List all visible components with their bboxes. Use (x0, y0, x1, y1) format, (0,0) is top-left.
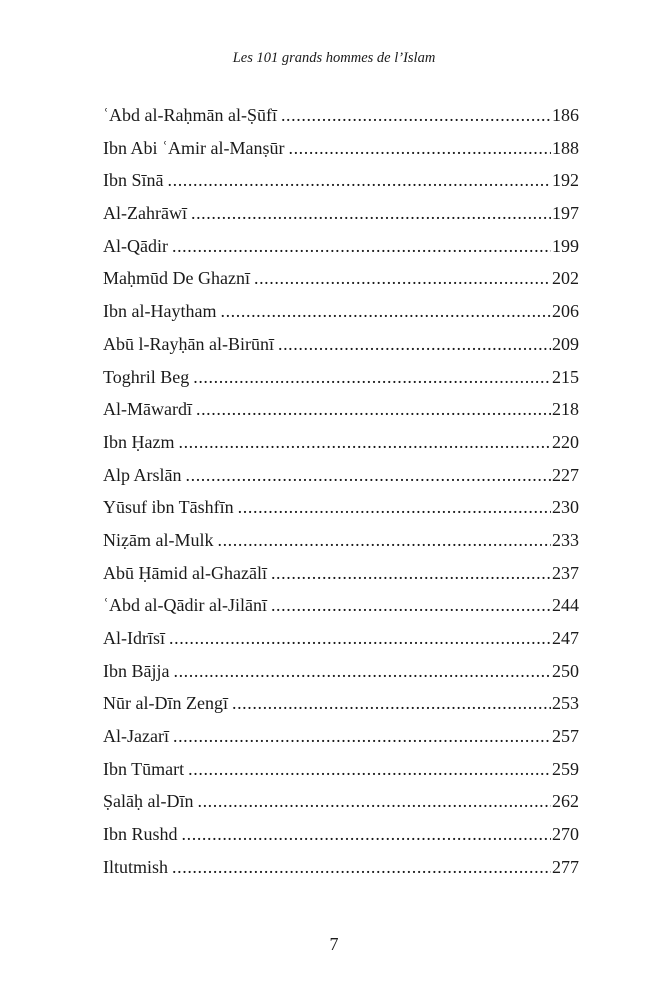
toc-entry-page: 253 (552, 693, 579, 714)
toc-entry-page: 277 (552, 856, 579, 877)
toc-entry-page: 206 (552, 301, 579, 322)
toc-entry-page: 209 (552, 333, 579, 354)
toc-entry-page: 257 (552, 726, 579, 747)
toc-entry-title: Al-Zahrāwī (103, 203, 187, 224)
dot-leader (168, 164, 552, 197)
dot-leader (217, 524, 551, 557)
toc-entry-title: Niẓām al-Mulk (103, 529, 214, 550)
toc-entry[interactable] (103, 720, 579, 753)
toc-entry-page: 250 (552, 660, 579, 681)
toc-entry-title: Al-Idrīsī (103, 628, 165, 648)
toc-entry-page: 270 (552, 824, 579, 845)
dot-leader (188, 753, 551, 786)
toc-entry-page: 262 (552, 791, 579, 812)
toc-entry-page: 237 (552, 562, 579, 583)
toc-entry[interactable] (103, 164, 579, 197)
dot-leader (186, 459, 552, 492)
toc-entry[interactable] (103, 622, 579, 655)
toc-entry-title: Toghril Beg (103, 366, 190, 387)
dot-leader (173, 655, 551, 688)
toc-entry-page: 259 (552, 758, 579, 779)
running-title: Les 101 grands hommes de l’Islam (232, 50, 436, 66)
toc-entry[interactable] (103, 132, 579, 165)
toc-entry[interactable] (103, 491, 579, 524)
toc-entry-page: 188 (552, 137, 579, 158)
toc-entry-page: 247 (552, 628, 579, 648)
toc-entry-title: Yūsuf ibn Tāshfīn (103, 497, 234, 518)
dot-leader (281, 99, 551, 132)
toc-entry-title: Ibn Ḥazm (103, 431, 175, 452)
toc-entry[interactable] (103, 655, 579, 688)
dot-leader (193, 361, 551, 394)
toc-entry-title: Maḥmūd De Ghaznī (103, 268, 250, 289)
toc-entry-page: 233 (552, 529, 579, 550)
dot-leader (196, 393, 551, 426)
toc-entry[interactable] (103, 99, 579, 132)
dot-leader (220, 295, 551, 328)
toc-entry-title: Ibn Sīnā (103, 170, 164, 191)
toc-entry-title: Ibn Rushd (103, 824, 178, 845)
toc-entry[interactable] (103, 426, 579, 459)
toc-entry-title: Abū Ḥāmid al-Ghazālī (103, 562, 267, 583)
toc-entry-title: Al-Jazarī (103, 726, 169, 747)
dot-leader (254, 262, 551, 295)
toc-entry-page: 215 (552, 366, 579, 387)
toc-entry[interactable] (103, 753, 579, 786)
toc-entry-title: Al-Māwardī (103, 399, 192, 420)
toc-entry-title: Ṣalāḥ al-Dīn (103, 791, 194, 812)
toc-entry-title: Nūr al-Dīn Zengī (103, 693, 228, 714)
dot-leader (178, 426, 551, 459)
toc-entry[interactable] (103, 197, 579, 230)
toc-entry-title: Ibn Abi ʿAmir al-Manṣūr (103, 137, 285, 158)
toc-entry-page: 218 (552, 399, 579, 420)
toc-entry[interactable] (103, 589, 579, 622)
dot-leader (232, 687, 551, 720)
toc-entry[interactable] (103, 459, 579, 492)
dot-leader (172, 851, 551, 884)
page-number: 7 (329, 934, 339, 954)
toc-entry-title: Abū l-Rayḥān al-Birūnī (103, 333, 274, 354)
toc-entry-page: 186 (552, 105, 579, 125)
toc-entry[interactable] (103, 785, 579, 818)
dot-leader (182, 818, 551, 851)
toc-entry[interactable] (103, 818, 579, 851)
toc-entry[interactable] (103, 230, 579, 263)
toc-entry[interactable] (103, 687, 579, 720)
toc-entry[interactable] (103, 524, 579, 557)
toc-entry-page: 202 (552, 268, 579, 289)
toc-entry[interactable] (103, 851, 579, 884)
toc-entry-title: Al-Qādir (103, 235, 168, 256)
toc-entry-title: Ibn Tūmart (103, 758, 185, 779)
dot-leader (197, 785, 551, 818)
toc-entry[interactable] (103, 262, 579, 295)
toc-entry-page: 192 (552, 170, 579, 191)
toc-entry-title: Ibn Bājja (103, 660, 170, 681)
toc-entry[interactable] (103, 295, 579, 328)
dot-leader (173, 720, 551, 753)
toc-entry[interactable] (103, 361, 579, 394)
toc-entry[interactable] (103, 557, 579, 590)
dot-leader (288, 132, 551, 165)
toc-entry-page: 227 (552, 464, 579, 485)
toc-entry-page: 199 (552, 235, 579, 256)
dot-leader (172, 230, 551, 263)
toc-entry-title: ʿAbd al-Qādir al-Jilānī (103, 595, 267, 616)
dot-leader (271, 589, 551, 622)
dot-leader (278, 328, 551, 361)
toc-entry-page: 197 (552, 203, 579, 224)
toc-entry-page: 230 (552, 497, 579, 518)
dot-leader (271, 557, 551, 590)
toc-entry-title: Iltutmish (103, 856, 169, 877)
table-of-contents (103, 99, 579, 884)
toc-entry-title: ʿAbd al-Raḥmān al-Ṣūfī (103, 105, 277, 125)
dot-leader (238, 491, 551, 524)
dot-leader (191, 197, 551, 230)
toc-entry-title: Ibn al-Haytham (103, 301, 217, 322)
toc-entry[interactable] (103, 328, 579, 361)
toc-entry-page: 220 (552, 431, 579, 452)
toc-entry-page: 244 (552, 595, 579, 616)
toc-entry-title: Alp Arslān (103, 464, 182, 485)
toc-entry[interactable] (103, 393, 579, 426)
dot-leader (169, 622, 551, 655)
